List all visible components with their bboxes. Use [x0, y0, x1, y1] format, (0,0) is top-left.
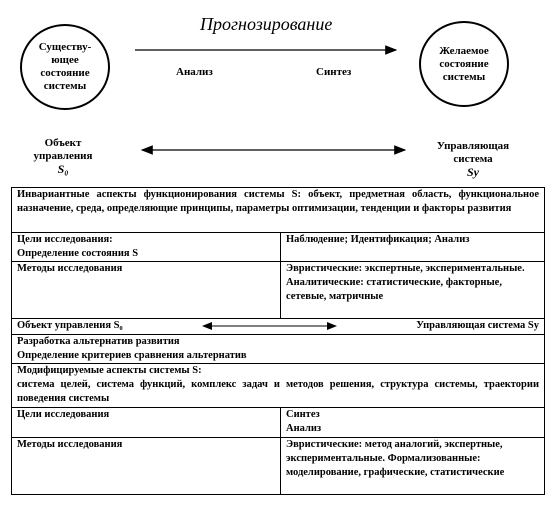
analysis-value: Анализ: [286, 423, 322, 434]
analysis-label: Анализ: [176, 66, 213, 78]
research-goals-state: Определение состояния S: [17, 248, 139, 259]
diagram-title: Прогнозирование: [200, 14, 333, 34]
research-methods-cell-2: [12, 438, 281, 495]
object-control-double-arrow: [197, 321, 342, 331]
control-object-text: Объект управления: [33, 137, 93, 162]
control-system-label: [433, 140, 513, 180]
research-methods-values-text-2: Эвристические: метод аналогий, экспертные, экспериментальные. Формализованные: моделирование, графические, статистические: [286, 439, 505, 478]
desired-state-label: Желаемое состояние системы: [439, 44, 489, 83]
modified-aspects-body: система целей, система функций, комплекс задач и методов решения, структура системы, траектории поведения системы: [17, 379, 539, 404]
control-system-symbol: Sу: [467, 165, 479, 179]
control-object-symbol: S₀: [57, 162, 69, 176]
research-goals-title-1: Цели исследования:: [17, 234, 113, 245]
research-goals-cell-2: [12, 408, 281, 438]
research-methods-values-2: [281, 438, 545, 495]
research-methods-values-1: [281, 262, 545, 319]
aspects-table: [11, 187, 545, 495]
research-goals-values-1: [281, 233, 545, 262]
object-control-left: Объект управления S₀: [17, 320, 123, 331]
current-state-label: Существу-ющее состояние системы: [38, 41, 92, 92]
comparison-criteria: Определение критериев сравнения альтернатив: [17, 350, 247, 361]
development-alternatives: Разработка альтернатив развития: [17, 336, 180, 347]
synthesis-label: Синтез: [316, 66, 352, 78]
research-goals-cell-1: [12, 233, 281, 262]
research-methods-cell-1: [12, 262, 281, 319]
modified-aspects-cell: [12, 364, 545, 408]
invariant-aspects-cell: [12, 188, 545, 233]
modified-aspects-title: Модифицируемые аспекты системы S:: [17, 365, 202, 376]
object-control-row: [12, 319, 545, 335]
research-methods-title-1: Методы исследования: [17, 263, 123, 274]
control-object-label: [28, 137, 98, 177]
research-goals-values-text-1: Наблюдение; Идентификация; Анализ: [286, 234, 470, 245]
development-cell: [12, 335, 545, 364]
research-goals-values-2: [281, 408, 545, 438]
invariant-aspects-text: Инвариантные аспекты функционирования системы S: объект, предметная область, функциональное назначение, среда, определяющие принципы, параметры оптимизации, тенденции и факторы развития: [17, 189, 539, 214]
synthesis-value: Синтез: [286, 409, 320, 420]
object-control-right: Управляющая система Sу: [416, 320, 539, 331]
research-goals-title-2: Цели исследования: [17, 409, 110, 420]
research-methods-values-text-1: Эвристические: экспертные, экспериментальные. Аналитические: статистические, факторные, сетевые, матричные: [286, 263, 525, 302]
research-methods-title-2: Методы исследования: [17, 439, 123, 450]
control-system-text: Управляющая система: [436, 140, 510, 165]
